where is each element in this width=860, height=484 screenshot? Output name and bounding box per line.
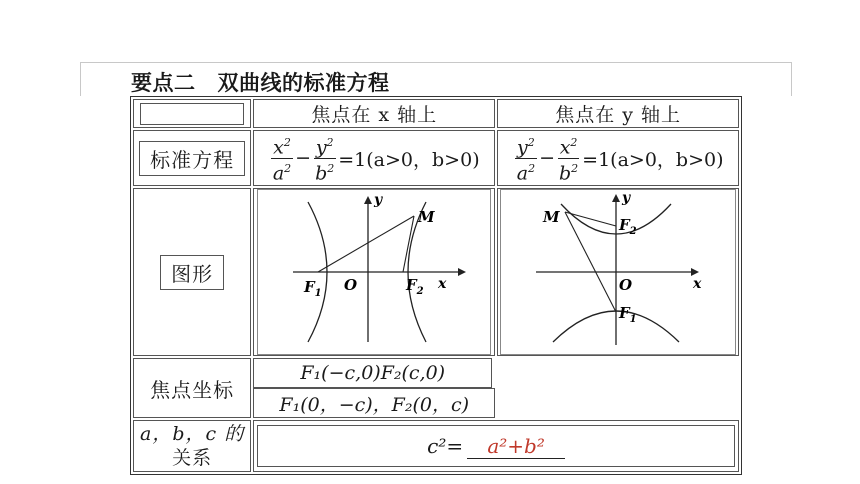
x-graph-frame bbox=[257, 189, 491, 355]
relation-box bbox=[257, 425, 735, 467]
foci-row bbox=[133, 358, 739, 418]
header-left-rule bbox=[80, 62, 81, 96]
y-graph-frame bbox=[500, 189, 736, 355]
section-heading: 双曲线的标准方程 bbox=[217, 71, 390, 95]
graph-row bbox=[133, 188, 739, 356]
relation-label-cell bbox=[133, 420, 251, 472]
x-equation: $\frac{x^2}{a^2}$ − $\frac{y^2}{b^2}$ =1(a>0，b>0) bbox=[254, 133, 494, 183]
hyperbola-table bbox=[130, 96, 742, 475]
focus-f1-label: $F_1$ bbox=[619, 304, 637, 325]
col-header-x: 焦点在 x 轴上 bbox=[253, 99, 495, 128]
empty-corner-cell bbox=[133, 99, 251, 128]
relation-lhs: c²= bbox=[427, 434, 464, 458]
point-m-label: M bbox=[418, 208, 435, 226]
y-axis-hyperbola-figure bbox=[501, 190, 735, 350]
standard-eq-row bbox=[133, 130, 739, 186]
y-axis-arrow bbox=[612, 194, 620, 202]
y-axis-arrow bbox=[364, 196, 372, 204]
x-axis-hyperbola-figure bbox=[258, 190, 490, 350]
line-mf1 bbox=[318, 216, 414, 272]
col-header-y: 焦点在 y 轴上 bbox=[497, 99, 739, 128]
relation-answer: a²+b² bbox=[467, 434, 565, 459]
y-graph-cell bbox=[497, 188, 739, 356]
header-right-rule bbox=[791, 62, 792, 96]
graph-label-cell bbox=[133, 188, 251, 356]
y-equation: $\frac{y^2}{a^2}$ − $\frac{x^2}{b^2}$ =1(a>0，b>0) bbox=[498, 133, 738, 183]
y-equation-cell bbox=[497, 130, 739, 186]
x-axis-arrow bbox=[691, 268, 699, 276]
relation-cell bbox=[253, 420, 739, 472]
y-axis-label: y bbox=[622, 190, 631, 206]
standard-eq-label: 标准方程 bbox=[139, 141, 245, 176]
focus-f2-label: $F_2$ bbox=[406, 276, 424, 297]
origin-label: O bbox=[619, 276, 633, 294]
line-mf2 bbox=[565, 212, 616, 226]
focus-f2-label: $F_2$ bbox=[619, 216, 637, 237]
foci-label: 焦点坐标 bbox=[133, 358, 251, 418]
section-title bbox=[131, 67, 390, 97]
header-top-rule bbox=[80, 62, 792, 63]
y-foci-coords: F₁(0，−c)，F₂(0，c) bbox=[253, 388, 495, 418]
origin-label: O bbox=[344, 276, 358, 294]
x-graph-cell bbox=[253, 188, 495, 356]
y-axis-label: y bbox=[374, 192, 383, 208]
x-axis-label: x bbox=[693, 276, 702, 292]
x-axis-label: x bbox=[438, 276, 447, 292]
relation-label-line1: a，b，c 的 bbox=[140, 423, 245, 445]
x-foci-coords: F₁(−c,0)F₂(c,0) bbox=[253, 358, 492, 388]
section-number: 要点二 bbox=[131, 71, 196, 95]
focus-f1-label: $F_1$ bbox=[304, 278, 322, 299]
x-equation-cell bbox=[253, 130, 495, 186]
x-axis-arrow bbox=[458, 268, 466, 276]
table-header-row bbox=[133, 99, 739, 128]
relation-label-line2: 关系 bbox=[172, 447, 213, 469]
graph-label: 图形 bbox=[160, 255, 224, 290]
point-m-label: M bbox=[543, 208, 560, 226]
relation-row bbox=[133, 420, 739, 472]
standard-eq-label-cell bbox=[133, 130, 251, 186]
